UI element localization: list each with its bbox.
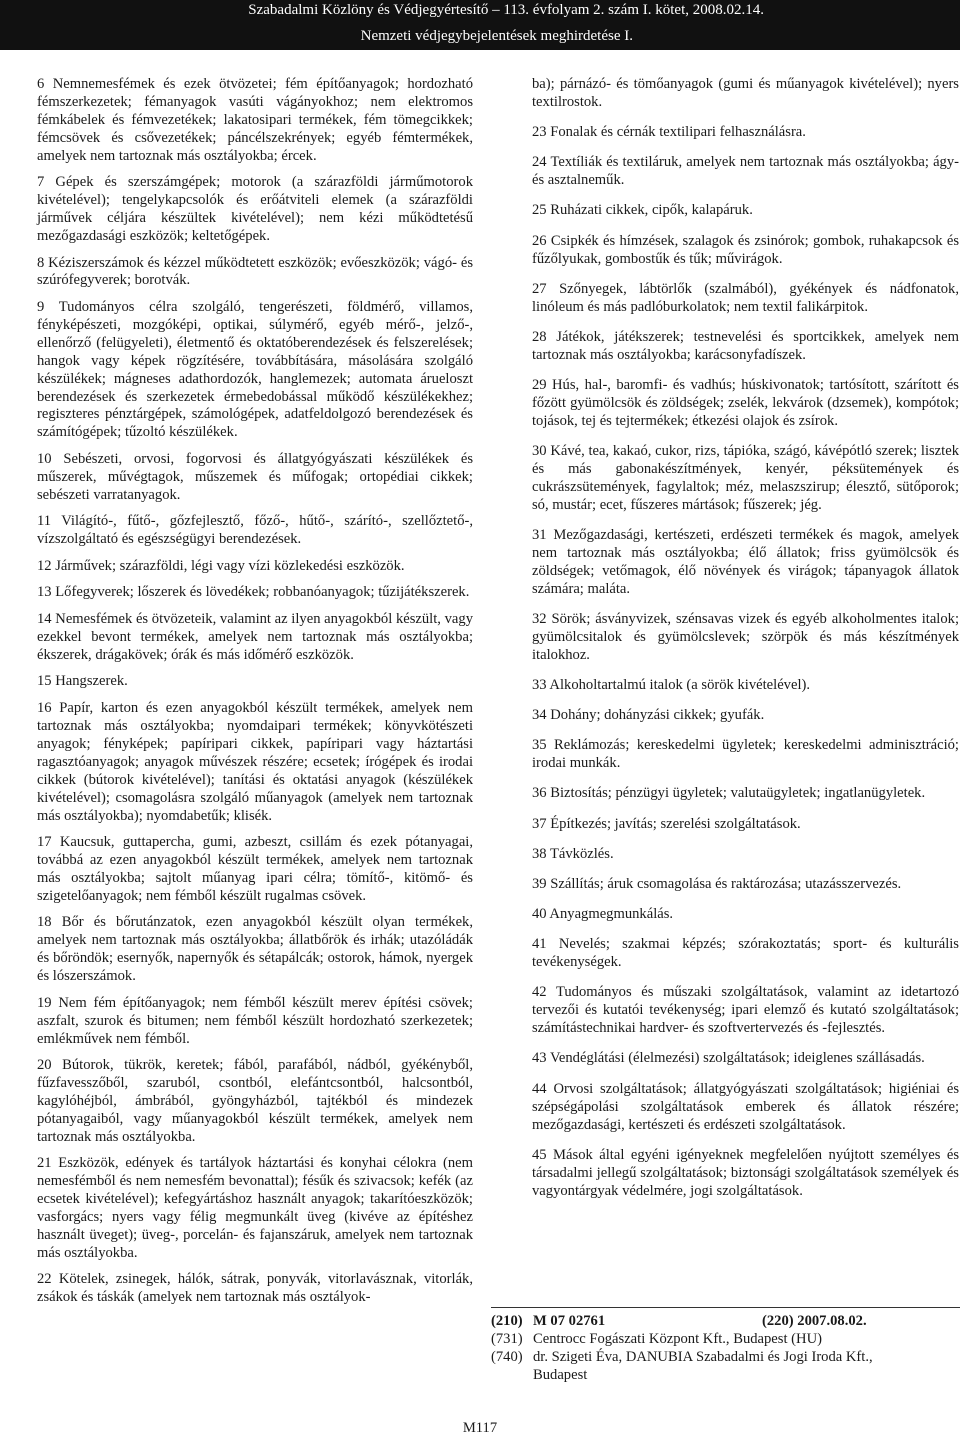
field-code-220: (220) (762, 1313, 794, 1329)
field-code-210: (210) (491, 1313, 523, 1329)
class-entry: 35 Reklámozás; kereskedelmi ügyletek; kereskedelmi adminisztráció; irodai munkák. (532, 737, 959, 772)
representative-city: Budapest (533, 1366, 588, 1383)
journal-title: Szabadalmi Közlöny és Védjegyértesítő – 113. évfolyam 2. szám I. kötet, 2008.02.14. (248, 2, 764, 18)
class-entry: 38 Távközlés. (532, 845, 614, 862)
class-entry: 37 Építkezés; javítás; szerelési szolgáltatások. (532, 815, 801, 832)
left-column (37, 76, 473, 1316)
representative: dr. Szigeti Éva, DANUBIA Szabadalmi és Jogi Iroda Kft., (533, 1348, 873, 1365)
application-number: M 07 02761 (533, 1313, 606, 1329)
application-row (491, 1313, 960, 1331)
class-entry: ba); párnázó- és tömőanyagok (gumi és műanyagok kivételével); nyers textilrostok. (532, 76, 959, 110)
class-entry: 24 Textíliák és textiláruk, amelyek nem tartoznak más osztályokba; ágy- és asztalneműk. (532, 154, 959, 189)
filing-date-value: 2007.08.02. (797, 1313, 867, 1329)
class-entry: 10 Sebészeti, orvosi, fogorvosi és állatgyógyászati készülékek és műszerek, művégtagok, műszemek és műfogak; ortopédiai cikkek; sebészeti varratanyagok. (37, 450, 473, 503)
class-entry: 34 Dohány; dohányzási cikkek; gyufák. (532, 707, 765, 724)
class-entry: 20 Bútorok, tükrök, keretek; fából, parafából, nádból, gyékényből, fűzfavesszőből, szaruból, csontból, elefántcsontból, halcsontból, kagylóhéjból, ámbrából, gyöngyházból, tajtékból és mindezek pótanyagaiból, vagy műanyagokból készült termékek, amelyek nem tartoznak más osztályokba. (37, 1057, 473, 1145)
class-entry: 45 Mások által egyéni igényeknek megfelelően nyújtott személyes és társadalmi jellegű szolgáltatások; biztonsági szolgáltatások személyek és vagyontárgyak védelmére, jogi szolgáltatások. (532, 1146, 959, 1199)
class-entry: 19 Nem fém építőanyagok; nem fémből készült merev építési csövek; aszfalt, szurok és bitumen; nem fémből készült hordozható szerkezetek; emlékművek nem fémből. (37, 994, 473, 1047)
class-entry: 13 Lőfegyverek; lőszerek és lövedékek; robbanóanyagok; tűzijátékszerek. (37, 584, 470, 601)
class-entry: 22 Kötelek, zsinegek, hálók, sátrak, ponyvák, vitorlavásznak, vitorlák, zsákok és táskák (amelyek nem tartoznak más osztályok- (37, 1271, 473, 1306)
class-entry: 15 Hangszerek. (37, 673, 128, 690)
filing-date (762, 1313, 867, 1331)
registration-block (491, 1313, 960, 1385)
class-entry: 23 Fonalak és cérnák textilipari felhasználásra. (532, 124, 806, 141)
class-entry: 40 Anyagmegmunkálás. (532, 906, 674, 923)
class-entry: 12 Járművek; szárazföldi, légi vagy vízi közlekedési eszközök. (37, 557, 405, 574)
applicant-row (491, 1331, 960, 1349)
class-entry: 43 Vendéglátási (élelmezési) szolgáltatások; ideiglenes szállásadás. (532, 1050, 925, 1067)
class-entry: 31 Mezőgazdasági, kertészeti, erdészeti termékek és magok, amelyek nem tartoznak más osztályokba; élő állatok; friss gyümölcsök és zöldségek; vetőmagok, élő növények és virágok; tápanyagok állatok számára; maláta. (532, 526, 959, 597)
class-entry: 36 Biztosítás; pénzügyi ügyletek; valutaügyletek; ingatlanügyletek. (532, 785, 926, 802)
applicant: Centrocc Fogászati Központ Kft., Budapest (HU) (533, 1330, 822, 1347)
class-entry: 27 Szőnyegek, lábtörlők (szalmából), gyékények és nádfonatok, linóleum és más padlóburkolatok; nem textil falikárpitok. (532, 280, 959, 315)
class-entry: 30 Kávé, tea, kakaó, cukor, rizs, tápióka, szágó, kávépótló szerek; lisztek és más gabonakészítmények, kenyér, péksütemények és cukrászsütemények, fagylaltok; méz, melaszszirup; élesztő, sütőporok; só, mustár; ecet, fűszeres mártások; fűszerek; jég. (532, 442, 959, 513)
right-column (532, 76, 959, 1213)
class-entry: 17 Kaucsuk, guttapercha, gumi, azbeszt, csillám és ezek pótanyagai, továbbá az ezen anyagokból készült termékek, amelyek nem tartoznak más osztályokba; sajtolt műanyag ipari célra; tömítő-, kitömő- és szigetelőanyagok; nem fémből készült rugalmas csövek. (37, 834, 473, 904)
class-entry: 29 Hús, hal-, baromfi- és vadhús; húskivonatok; tartósított, szárított és főzött gyümölcsök és zöldségek; zselék, lekvárok (dzsemek), kompótok; tojások, tej és tejtermékek; étkezési olajok és zsírok. (532, 376, 959, 429)
class-entry: 7 Gépek és szerszámgépek; motorok (a szárazföldi járműmotorok kivételével); tengelykapcsolók és erőátviteli elemek (a szárazföldi járművek céljára készültek kivételével); nem kézi működtetésű mezőgazdasági eszközök; keltetőgépek. (37, 174, 473, 244)
class-entry: 39 Szállítás; áruk csomagolása és raktározása; utazásszervezés. (532, 875, 902, 892)
representative-row (491, 1349, 960, 1367)
class-entry: 11 Világító-, fűtő-, gőzfejlesztő, főző-, hűtő-, szárító-, szellőztető-, vízszolgáltató és egészségügyi berendezések. (37, 513, 473, 548)
class-entry: 33 Alkoholtartalmú italok (a sörök kivételével). (532, 676, 811, 693)
class-entry: 44 Orvosi szolgáltatások; állatgyógyászati szolgáltatások; higiéniai és szépségápolási szolgáltatások emberek és állatok részére; mezőgazdasági, kertészeti és erdészeti szolgáltatások. (532, 1080, 959, 1133)
class-entry: 42 Tudományos és műszaki szolgáltatások, valamint az idetartozó tervezői és kutatói tevékenység; ipari elemző és kutató szolgáltatások; számítástechnikai hardver- és szoftvertervezés és -fejlesztés. (532, 984, 959, 1037)
class-entry: 8 Kéziszerszámok és kézzel működtetett eszközök; evőeszközök; vágó- és szúrófegyverek; borotvák. (37, 254, 473, 289)
class-entry: 18 Bőr és bőrutánzatok, ezen anyagokból készült olyan termékek, amelyek nem tartoznak más osztályokba; állatbőrök és irhák; utazóládák és bőröndök; esernyők, napernyők és sétapálcák; ostorok, hámok, nyergek és lószerszámok. (37, 914, 473, 985)
page-header (0, 0, 960, 50)
class-entry: 28 Játékok, játékszerek; testnevelési és sportcikkek, amelyek nem tartoznak más osztályokba; karácsonyfadíszek. (532, 328, 959, 363)
section-divider (491, 1307, 960, 1308)
section-title: Nemzeti védjegybejelentések meghirdetése I. (360, 28, 633, 44)
page-number: M117 (462, 1420, 498, 1436)
representative-row-cont (491, 1367, 960, 1385)
class-entry: 14 Nemesfémek és ötvözeteik, valamint az ilyen anyagokból készült, vagy ezekkel bevont termékek, amelyek nem tartoznak más osztályokba; ékszerek, drágakövek; órák és más időmérő eszközök. (37, 611, 473, 663)
class-entry: 21 Eszközök, edények és tartályok háztartási és konyhai célokra (nem nemesfémből és nem nemesfém bevonattal); fésűk és szivacsok; kefék (az ecsetek kivételével); kefegyártáshoz használt anyagok; takarítóeszközök; vasforgács; nyers vagy félig megmunkált üveg (kivéve az építéshez használt üveget); üveg-, porcelán- és fajanszáruk, amelyek nem tartoznak más osztályokba. (37, 1155, 473, 1261)
class-entry: 32 Sörök; ásványvizek, szénsavas vizek és egyéb alkoholmentes italok; gyümölcsitalok és gyümölcslevek; szörpök és más készítmények italokhoz. (532, 610, 959, 663)
class-entry: 41 Nevelés; szakmai képzés; szórakoztatás; sport- és kulturális tevékenységek. (532, 936, 959, 971)
class-entry: 25 Ruházati cikkek, cipők, kalapáruk. (532, 202, 753, 219)
field-code-740: (740) (491, 1348, 523, 1365)
class-entry: 16 Papír, karton és ezen anyagokból készült termékek, amelyek nem tartoznak más osztályokba; nyomdaipari termékek; könyvkötészeti anyagok; fényképek; papíripari cikkek, papíripari vagy háztartási ragasztóanyagok; anyagok művészek részére; ecsetek; írógépek és irodai cikkek (bútorok kivételével); tanítási és oktatási anyagok (készülékek kivételével); csomagolásra szolgáló műanyagok (amelyek nem tartoznak más osztályokba); nyomdabetűk; klisék. (37, 700, 473, 824)
class-entry: 9 Tudományos célra szolgáló, tengerészeti, földmérő, villamos, fényképészeti, mozgóképi, optikai, súlymérő, egyéb mérő-, jelző-, ellenőrző (felügyeleti), életmentő és oktatóberendezések és felszerelések; hangok vagy képek rögzítésére, továbbítására, másolására szolgáló készülékek; mágneses adathordozók, hanglemezek; automata árueloszt berendezések és szerkezetek érmebedobással működő készülékekhez; regiszteres pénztárgépek, számológépek, adatfeldolgozó berendezések és számítógépek; tűzoltó készülékek. (37, 299, 473, 441)
class-entry: 6 Nemnemesfémek és ezek ötvözetei; fém építőanyagok; hordozható fémszerkezetek; fémanyagok vasúti vágányokhoz; nem elektromos fémkábelek és fémvezetékek; lakatosipari termékek, fém tömegcikkek; fémcsövek és csővezetékek; páncélszekrények; egyéb fémtermékek, amelyek nem tartoznak más osztályokba; ércek. (37, 76, 473, 164)
class-entry: 26 Csipkék és hímzések, szalagok és zsinórok; gombok, ruhakapcsok és fűzőlyukak, gombostűk és tűk; művirágok. (532, 232, 959, 267)
field-code-731: (731) (491, 1330, 523, 1347)
